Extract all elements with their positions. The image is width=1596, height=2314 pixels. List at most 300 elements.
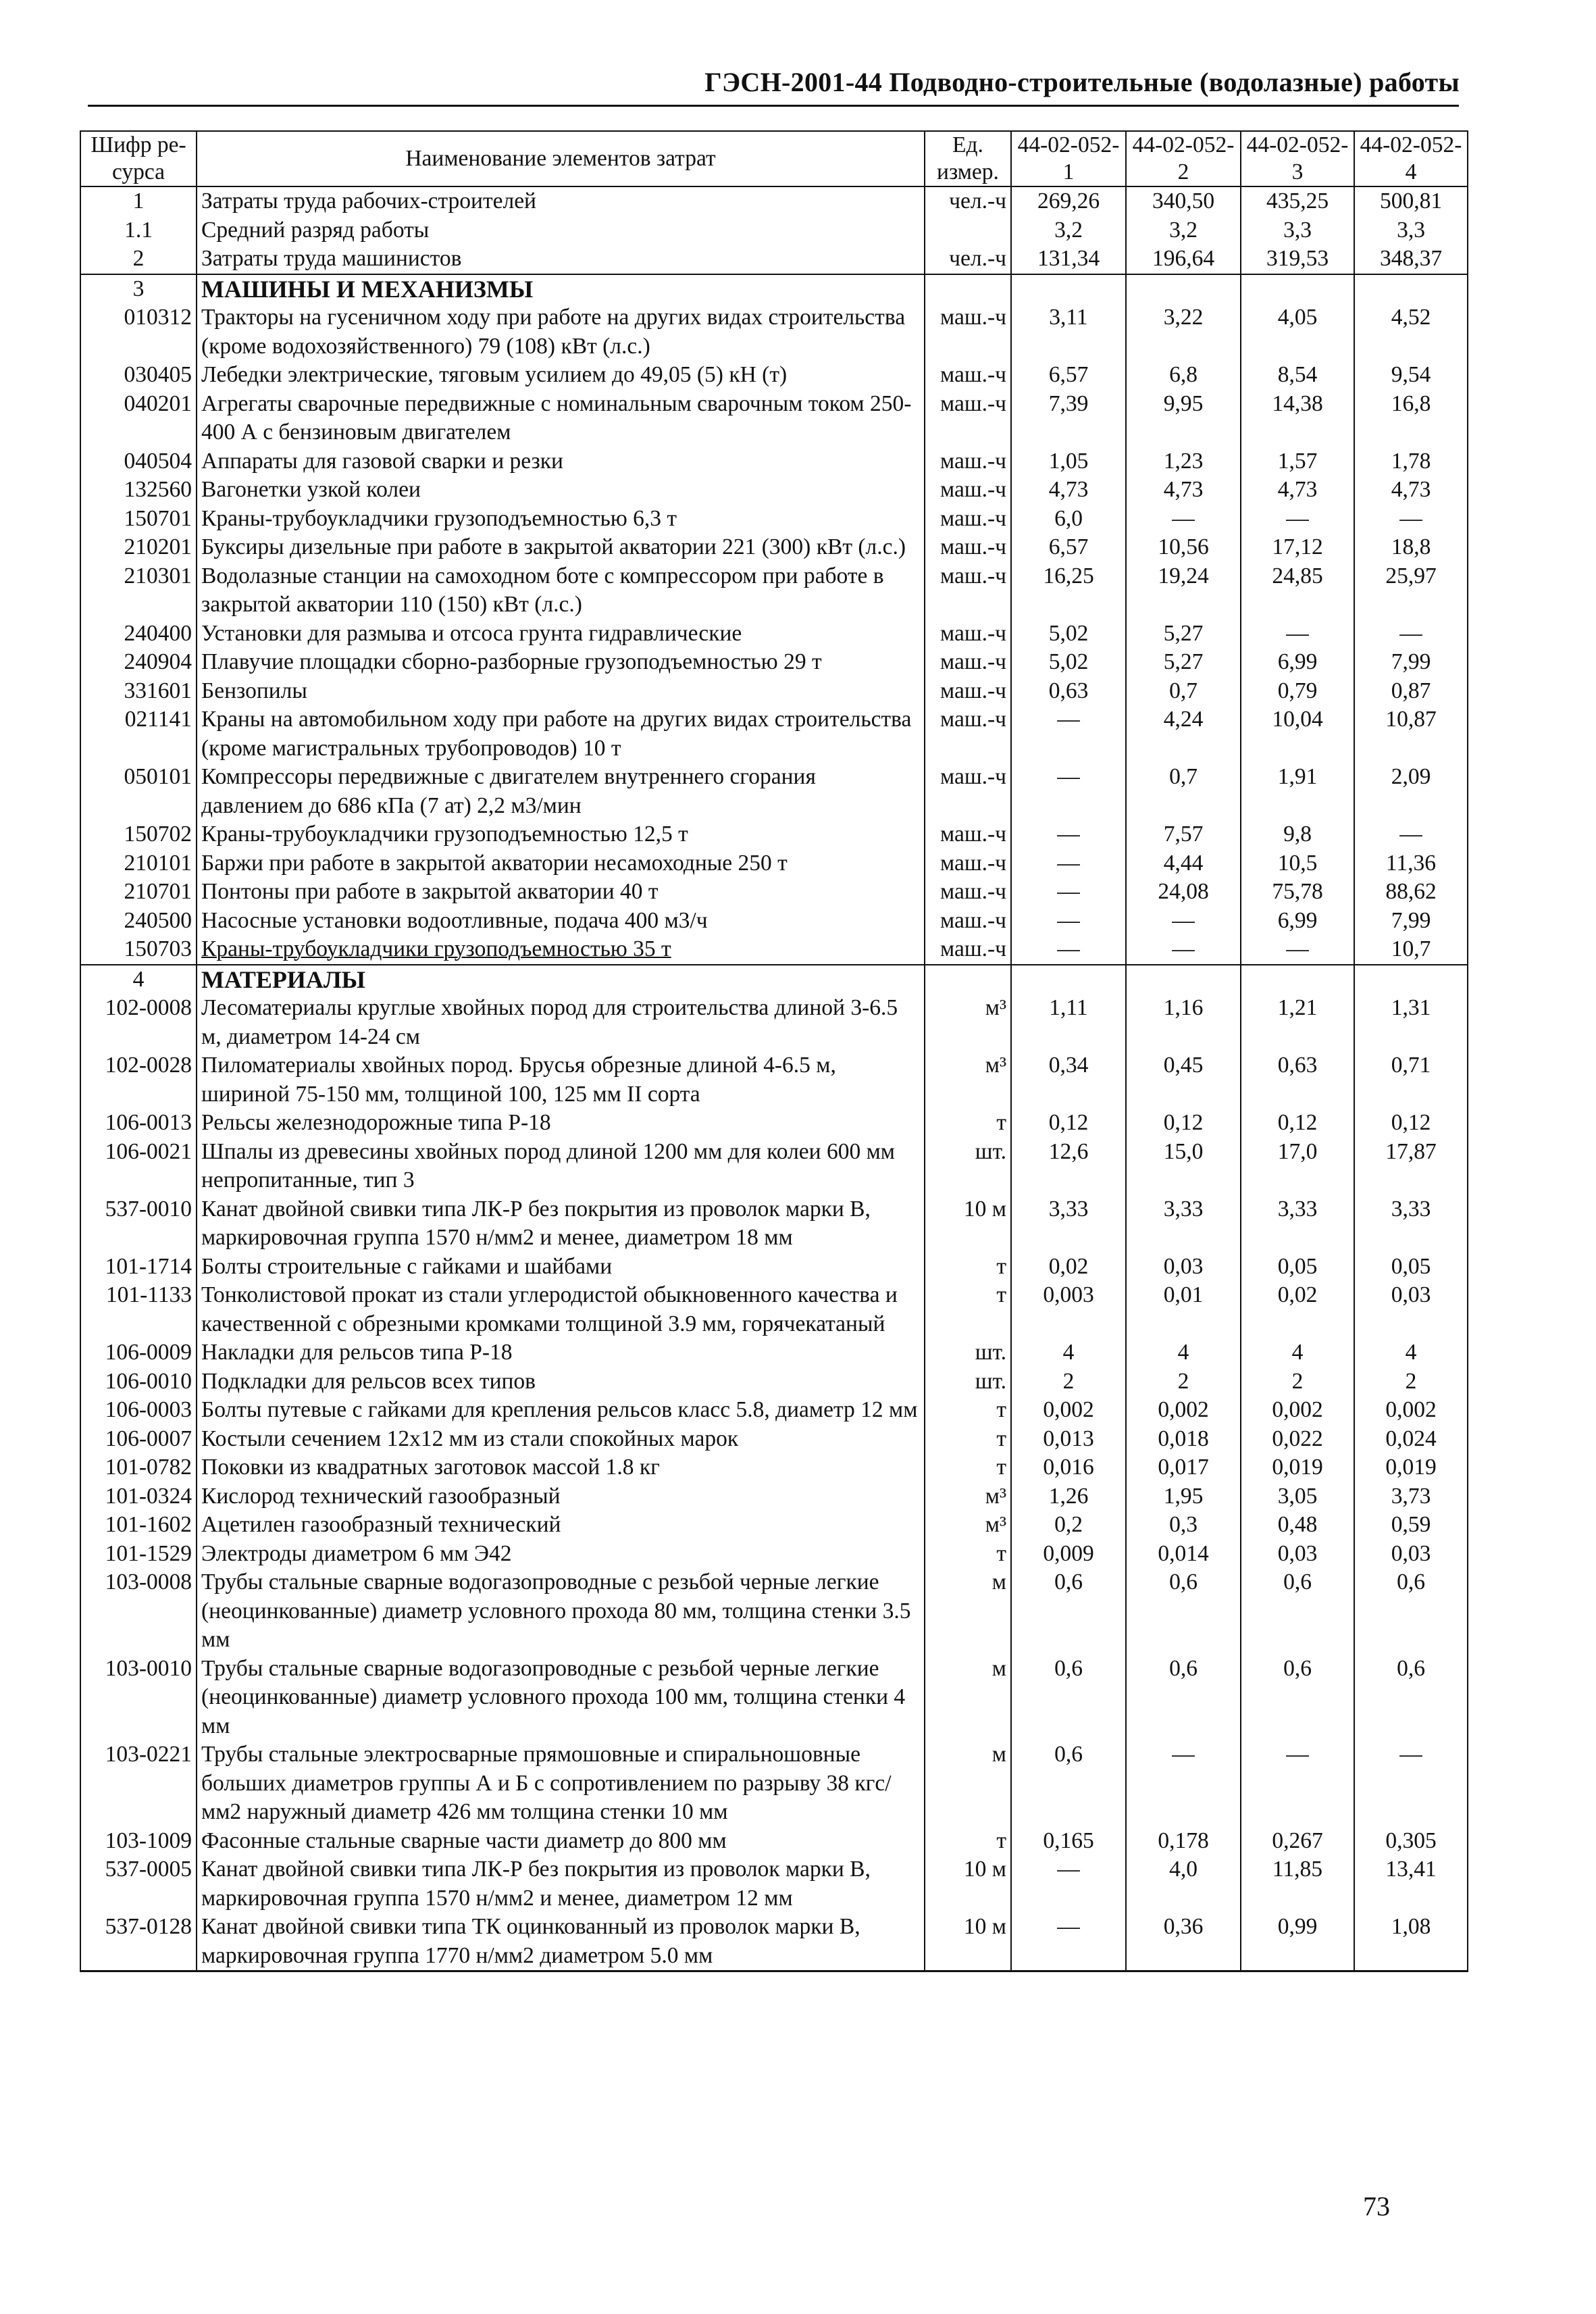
value-cell-1: —: [1011, 1913, 1126, 1971]
value-cell-1: [1011, 274, 1126, 304]
resource-name: Рельсы железнодорожные типа Р-18: [197, 1109, 925, 1138]
unit-cell: 10 м: [925, 1913, 1011, 1971]
resource-name: Водолазные станции на самоходном боте с компрессором при работе в закрытой акватории 110 (150) кВт (л.с.): [197, 562, 925, 620]
value-cell-1: —: [1011, 705, 1126, 763]
value-cell-3: —: [1241, 935, 1354, 965]
table-row: [80, 1511, 1468, 1540]
resource-code: 021141: [80, 705, 197, 763]
unit-cell: м³: [925, 1511, 1011, 1540]
resource-code: 1: [80, 186, 197, 216]
value-cell-1: 0,34: [1011, 1051, 1126, 1109]
resource-name: Краны-трубоукладчики грузоподъемностью 35 т: [197, 935, 925, 965]
value-cell-4: 0,305: [1354, 1827, 1468, 1856]
value-cell-4: [1354, 274, 1468, 304]
table-row: [80, 935, 1468, 965]
resource-code: 101-1714: [80, 1253, 197, 1282]
unit-cell: т: [925, 1109, 1011, 1138]
unit-cell: м: [925, 1740, 1011, 1827]
unit-cell: маш.-ч: [925, 907, 1011, 936]
unit-cell: маш.-ч: [925, 390, 1011, 447]
unit-cell: [925, 274, 1011, 304]
unit-cell: маш.-ч: [925, 361, 1011, 390]
resource-name: Костыли сечением 12х12 мм из стали спокойных марок: [197, 1425, 925, 1454]
value-cell-3: 0,6: [1241, 1568, 1354, 1655]
value-cell-1: 1,11: [1011, 994, 1126, 1051]
table-row: [80, 907, 1468, 936]
resource-code: 101-1133: [80, 1281, 197, 1338]
resource-name: Насосные установки водоотливные, подача 400 м3/ч: [197, 907, 925, 936]
value-cell-4: 11,36: [1354, 849, 1468, 878]
unit-cell: маш.-ч: [925, 505, 1011, 534]
table-row: [80, 1195, 1468, 1253]
resource-name: МАТЕРИАЛЫ: [197, 965, 925, 995]
value-cell-4: 3,73: [1354, 1482, 1468, 1511]
value-cell-4: 0,87: [1354, 677, 1468, 706]
unit-cell: [925, 216, 1011, 245]
value-cell-2: 0,7: [1126, 677, 1241, 706]
value-cell-3: 4,73: [1241, 476, 1354, 505]
value-cell-3: 9,8: [1241, 820, 1354, 849]
resource-code: 040504: [80, 447, 197, 476]
resource-name: Агрегаты сварочные передвижные с номинальным сварочным током 250-400 А с бензиновым двигателем: [197, 390, 925, 447]
value-cell-1: 6,57: [1011, 361, 1126, 390]
resource-code: 537-0010: [80, 1195, 197, 1253]
value-cell-3: 435,25: [1241, 186, 1354, 216]
value-cell-3: 0,267: [1241, 1827, 1354, 1856]
resource-code: 537-0128: [80, 1913, 197, 1971]
table-row: [80, 1338, 1468, 1367]
value-cell-4: 88,62: [1354, 878, 1468, 907]
value-cell-1: 131,34: [1011, 245, 1126, 274]
resource-name: Лебедки электрические, тяговым усилием до 49,05 (5) кН (т): [197, 361, 925, 390]
value-cell-4: 17,87: [1354, 1138, 1468, 1195]
value-cell-3: 0,02: [1241, 1281, 1354, 1338]
value-cell-1: 269,26: [1011, 186, 1126, 216]
value-cell-3: 0,6: [1241, 1655, 1354, 1741]
value-cell-1: 0,016: [1011, 1453, 1126, 1482]
value-cell-4: 0,019: [1354, 1453, 1468, 1482]
value-cell-2: 1,95: [1126, 1482, 1241, 1511]
value-cell-2: —: [1126, 935, 1241, 965]
value-cell-4: 0,03: [1354, 1540, 1468, 1569]
resource-code: 210101: [80, 849, 197, 878]
value-cell-2: 6,8: [1126, 361, 1241, 390]
resource-code: 010312: [80, 303, 197, 361]
value-cell-4: 9,54: [1354, 361, 1468, 390]
resource-code: 210201: [80, 533, 197, 562]
value-cell-2: 0,6: [1126, 1655, 1241, 1741]
value-cell-3: 0,99: [1241, 1913, 1354, 1971]
value-cell-2: 0,45: [1126, 1051, 1241, 1109]
unit-cell: чел.-ч: [925, 245, 1011, 274]
table-row: [80, 1855, 1468, 1913]
unit-cell: маш.-ч: [925, 533, 1011, 562]
resource-code: 106-0021: [80, 1138, 197, 1195]
table-header-row: [80, 131, 1468, 186]
value-cell-1: 0,009: [1011, 1540, 1126, 1569]
value-cell-1: 0,63: [1011, 677, 1126, 706]
unit-cell: м³: [925, 1051, 1011, 1109]
value-cell-2: 0,7: [1126, 763, 1241, 820]
table-row: [80, 1253, 1468, 1282]
resource-code: 3: [80, 274, 197, 304]
resource-code: 240500: [80, 907, 197, 936]
resource-name: Канат двойной свивки типа ТК оцинкованный из проволок марки В, маркировочная группа 1770 н/мм2 диаметром 5.0 мм: [197, 1913, 925, 1971]
value-cell-1: 3,2: [1011, 216, 1126, 245]
value-cell-3: 0,019: [1241, 1453, 1354, 1482]
resource-name: Затраты труда машинистов: [197, 245, 925, 274]
value-cell-1: 5,02: [1011, 620, 1126, 649]
unit-cell: т: [925, 1827, 1011, 1856]
resource-code: 103-0008: [80, 1568, 197, 1655]
resource-name: Болты путевые с гайками для крепления рельсов класс 5.8, диаметр 12 мм: [197, 1396, 925, 1425]
resource-code: 101-1602: [80, 1511, 197, 1540]
table-body: [80, 186, 1468, 1971]
resource-code: 101-0324: [80, 1482, 197, 1511]
value-cell-4: 3,3: [1354, 216, 1468, 245]
value-cell-1: 0,003: [1011, 1281, 1126, 1338]
value-cell-3: 24,85: [1241, 562, 1354, 620]
value-cell-2: 0,178: [1126, 1827, 1241, 1856]
unit-cell: м: [925, 1568, 1011, 1655]
table-row: [80, 562, 1468, 620]
value-cell-2: 0,36: [1126, 1913, 1241, 1971]
unit-cell: шт.: [925, 1367, 1011, 1397]
value-cell-1: 0,12: [1011, 1109, 1126, 1138]
unit-cell: т: [925, 1396, 1011, 1425]
value-cell-3: 0,022: [1241, 1425, 1354, 1454]
table-row: [80, 1568, 1468, 1655]
resource-code: 150702: [80, 820, 197, 849]
value-cell-3: 6,99: [1241, 907, 1354, 936]
value-cell-4: 0,024: [1354, 1425, 1468, 1454]
table-row: [80, 1367, 1468, 1397]
unit-cell: 10 м: [925, 1855, 1011, 1913]
value-cell-2: 0,002: [1126, 1396, 1241, 1425]
header-rule: [88, 105, 1459, 107]
table-row: [80, 1281, 1468, 1338]
resource-code: 102-0008: [80, 994, 197, 1051]
unit-cell: м³: [925, 994, 1011, 1051]
table-row: [80, 476, 1468, 505]
resource-name: Фасонные стальные сварные части диаметр до 800 мм: [197, 1827, 925, 1856]
value-cell-2: 0,6: [1126, 1568, 1241, 1655]
value-cell-2: 5,27: [1126, 648, 1241, 677]
value-cell-3: 0,12: [1241, 1109, 1354, 1138]
resource-code: 101-1529: [80, 1540, 197, 1569]
value-cell-3: 319,53: [1241, 245, 1354, 274]
resource-name: Компрессоры передвижные с двигателем внутреннего сгорания давлением до 686 кПа (7 ат) 2,2 м3/мин: [197, 763, 925, 820]
value-cell-2: 340,50: [1126, 186, 1241, 216]
value-cell-3: 1,21: [1241, 994, 1354, 1051]
resource-code: 102-0028: [80, 1051, 197, 1109]
resource-code: 150703: [80, 935, 197, 965]
value-cell-4: 4: [1354, 1338, 1468, 1367]
resource-name: Кислород технический газообразный: [197, 1482, 925, 1511]
value-cell-3: 0,79: [1241, 677, 1354, 706]
resource-code: 030405: [80, 361, 197, 390]
table-row: [80, 505, 1468, 534]
table-row: [80, 763, 1468, 820]
section-row: [80, 274, 1468, 304]
table-row: [80, 1827, 1468, 1856]
value-cell-1: 3,11: [1011, 303, 1126, 361]
unit-cell: маш.-ч: [925, 562, 1011, 620]
value-cell-1: 1,05: [1011, 447, 1126, 476]
table-row: [80, 216, 1468, 245]
col-header-v4: 44-02-052-4: [1354, 131, 1468, 186]
resource-code: 106-0009: [80, 1338, 197, 1367]
value-cell-4: 3,33: [1354, 1195, 1468, 1253]
value-cell-1: 1,26: [1011, 1482, 1126, 1511]
value-cell-4: —: [1354, 620, 1468, 649]
col-header-code: Шифр ре-сурса: [80, 131, 197, 186]
table-row: [80, 533, 1468, 562]
value-cell-4: 25,97: [1354, 562, 1468, 620]
unit-cell: маш.-ч: [925, 648, 1011, 677]
value-cell-2: 0,01: [1126, 1281, 1241, 1338]
resource-name: Трубы стальные электросварные прямошовные и спиральношовные больших диаметров группы А и Б с сопротивлением по разрыву 38 кгс/мм2 наружный диаметр 426 мм толщина стенки 10 мм: [197, 1740, 925, 1827]
value-cell-3: 3,3: [1241, 216, 1354, 245]
value-cell-1: 6,57: [1011, 533, 1126, 562]
table-row: [80, 994, 1468, 1051]
value-cell-4: 7,99: [1354, 907, 1468, 936]
value-cell-2: 5,27: [1126, 620, 1241, 649]
value-cell-4: 1,78: [1354, 447, 1468, 476]
table-row: [80, 186, 1468, 216]
value-cell-4: 0,6: [1354, 1655, 1468, 1741]
resource-name: МАШИНЫ И МЕХАНИЗМЫ: [197, 274, 925, 304]
table-row: [80, 390, 1468, 447]
resource-name: Понтоны при работе в закрытой акватории 40 т: [197, 878, 925, 907]
resource-code: 040201: [80, 390, 197, 447]
resource-name: Лесоматериалы круглые хвойных пород для строительства длиной 3-6.5 м, диаметром 14-24 см: [197, 994, 925, 1051]
value-cell-2: 4,73: [1126, 476, 1241, 505]
value-cell-2: 0,017: [1126, 1453, 1241, 1482]
page-number: 73: [1363, 2191, 1390, 2221]
unit-cell: маш.-ч: [925, 476, 1011, 505]
value-cell-1: 0,6: [1011, 1568, 1126, 1655]
value-cell-3: 75,78: [1241, 878, 1354, 907]
unit-cell: маш.-ч: [925, 303, 1011, 361]
unit-cell: т: [925, 1281, 1011, 1338]
value-cell-4: —: [1354, 1740, 1468, 1827]
col-header-v2: 44-02-052-2: [1126, 131, 1241, 186]
value-cell-3: 1,57: [1241, 447, 1354, 476]
unit-cell: маш.-ч: [925, 620, 1011, 649]
value-cell-1: —: [1011, 763, 1126, 820]
value-cell-2: 7,57: [1126, 820, 1241, 849]
section-row: [80, 965, 1468, 995]
value-cell-4: 10,7: [1354, 935, 1468, 965]
table-row: [80, 303, 1468, 361]
value-cell-2: 15,0: [1126, 1138, 1241, 1195]
resource-code: 240904: [80, 648, 197, 677]
value-cell-4: 0,002: [1354, 1396, 1468, 1425]
resource-code: 106-0013: [80, 1109, 197, 1138]
value-cell-3: 3,33: [1241, 1195, 1354, 1253]
value-cell-1: 4,73: [1011, 476, 1126, 505]
resource-code: 240400: [80, 620, 197, 649]
table-row: [80, 620, 1468, 649]
value-cell-4: 0,12: [1354, 1109, 1468, 1138]
value-cell-3: 10,04: [1241, 705, 1354, 763]
value-cell-4: 1,31: [1354, 994, 1468, 1051]
value-cell-4: 1,08: [1354, 1913, 1468, 1971]
value-cell-1: 0,2: [1011, 1511, 1126, 1540]
resource-code: 103-0010: [80, 1655, 197, 1741]
value-cell-1: —: [1011, 935, 1126, 965]
value-cell-4: 0,71: [1354, 1051, 1468, 1109]
resource-name: Баржи при работе в закрытой акватории несамоходные 250 т: [197, 849, 925, 878]
value-cell-1: 3,33: [1011, 1195, 1126, 1253]
value-cell-2: 3,22: [1126, 303, 1241, 361]
value-cell-2: 3,2: [1126, 216, 1241, 245]
value-cell-4: 0,03: [1354, 1281, 1468, 1338]
unit-cell: маш.-ч: [925, 705, 1011, 763]
value-cell-3: 0,63: [1241, 1051, 1354, 1109]
table-row: [80, 1138, 1468, 1195]
resource-name: Аппараты для газовой сварки и резки: [197, 447, 925, 476]
resource-code: 1.1: [80, 216, 197, 245]
resource-code: 101-0782: [80, 1453, 197, 1482]
value-cell-1: 12,6: [1011, 1138, 1126, 1195]
table-row: [80, 1540, 1468, 1569]
value-cell-4: [1354, 965, 1468, 995]
table-row: [80, 878, 1468, 907]
value-cell-1: —: [1011, 1855, 1126, 1913]
value-cell-4: 10,87: [1354, 705, 1468, 763]
value-cell-1: 7,39: [1011, 390, 1126, 447]
value-cell-4: 4,52: [1354, 303, 1468, 361]
value-cell-2: 19,24: [1126, 562, 1241, 620]
resource-code: 106-0003: [80, 1396, 197, 1425]
resource-name: Краны на автомобильном ходу при работе на других видах строительства (кроме магистральных трубопроводов) 10 т: [197, 705, 925, 763]
unit-cell: м: [925, 1655, 1011, 1741]
value-cell-3: 11,85: [1241, 1855, 1354, 1913]
resource-name: Бензопилы: [197, 677, 925, 706]
value-cell-4: 16,8: [1354, 390, 1468, 447]
resource-name: Плавучие площадки сборно-разборные грузоподъемностью 29 т: [197, 648, 925, 677]
value-cell-2: 2: [1126, 1367, 1241, 1397]
resource-code: 103-1009: [80, 1827, 197, 1856]
unit-cell: чел.-ч: [925, 186, 1011, 216]
value-cell-3: 3,05: [1241, 1482, 1354, 1511]
value-cell-2: 24,08: [1126, 878, 1241, 907]
resource-name: Накладки для рельсов типа Р-18: [197, 1338, 925, 1367]
value-cell-4: 348,37: [1354, 245, 1468, 274]
value-cell-4: 0,6: [1354, 1568, 1468, 1655]
unit-cell: маш.-ч: [925, 935, 1011, 965]
value-cell-3: 10,5: [1241, 849, 1354, 878]
value-cell-2: 4,24: [1126, 705, 1241, 763]
unit-cell: т: [925, 1425, 1011, 1454]
value-cell-1: —: [1011, 878, 1126, 907]
value-cell-1: —: [1011, 820, 1126, 849]
resource-name: Средний разряд работы: [197, 216, 925, 245]
unit-cell: маш.-ч: [925, 677, 1011, 706]
resource-table: [80, 130, 1468, 1972]
value-cell-3: 14,38: [1241, 390, 1354, 447]
value-cell-2: 4,44: [1126, 849, 1241, 878]
unit-cell: маш.-ч: [925, 878, 1011, 907]
table-row: [80, 705, 1468, 763]
unit-cell: шт.: [925, 1338, 1011, 1367]
value-cell-3: 0,48: [1241, 1511, 1354, 1540]
value-cell-3: 17,12: [1241, 533, 1354, 562]
unit-cell: 10 м: [925, 1195, 1011, 1253]
value-cell-4: 7,99: [1354, 648, 1468, 677]
value-cell-2: 9,95: [1126, 390, 1241, 447]
value-cell-1: 0,165: [1011, 1827, 1126, 1856]
value-cell-2: 0,12: [1126, 1109, 1241, 1138]
value-cell-2: 1,16: [1126, 994, 1241, 1051]
table-row: [80, 245, 1468, 274]
resource-name: Установки для размыва и отсоса грунта гидравлические: [197, 620, 925, 649]
value-cell-1: 0,02: [1011, 1253, 1126, 1282]
value-cell-2: 4: [1126, 1338, 1241, 1367]
value-cell-4: 2: [1354, 1367, 1468, 1397]
value-cell-3: 4,05: [1241, 303, 1354, 361]
value-cell-1: 16,25: [1011, 562, 1126, 620]
resource-name: Затраты труда рабочих-строителей: [197, 186, 925, 216]
resource-code: 050101: [80, 763, 197, 820]
value-cell-3: 1,91: [1241, 763, 1354, 820]
value-cell-2: —: [1126, 505, 1241, 534]
unit-cell: маш.-ч: [925, 820, 1011, 849]
table-row: [80, 1425, 1468, 1454]
value-cell-1: —: [1011, 849, 1126, 878]
resource-code: 537-0005: [80, 1855, 197, 1913]
value-cell-1: 0,6: [1011, 1740, 1126, 1827]
document-title: ГЭСН-2001-44 Подводно-строительные (водолазные) работы: [704, 67, 1460, 97]
value-cell-2: 0,018: [1126, 1425, 1241, 1454]
value-cell-2: [1126, 274, 1241, 304]
value-cell-4: 500,81: [1354, 186, 1468, 216]
value-cell-2: 0,014: [1126, 1540, 1241, 1569]
resource-code: 106-0010: [80, 1367, 197, 1397]
resource-name: Вагонетки узкой колеи: [197, 476, 925, 505]
value-cell-2: 1,23: [1126, 447, 1241, 476]
col-header-name: Наименование элементов затрат: [197, 131, 925, 186]
table-row: [80, 1655, 1468, 1741]
value-cell-3: 2: [1241, 1367, 1354, 1397]
value-cell-2: 10,56: [1126, 533, 1241, 562]
unit-cell: м³: [925, 1482, 1011, 1511]
table-row: [80, 1051, 1468, 1109]
table-row: [80, 1396, 1468, 1425]
value-cell-3: 17,0: [1241, 1138, 1354, 1195]
table-row: [80, 1740, 1468, 1827]
table-row: [80, 849, 1468, 878]
value-cell-2: —: [1126, 907, 1241, 936]
resource-name: Подкладки для рельсов всех типов: [197, 1367, 925, 1397]
value-cell-3: [1241, 274, 1354, 304]
resource-code: 103-0221: [80, 1740, 197, 1827]
value-cell-4: 18,8: [1354, 533, 1468, 562]
value-cell-4: 0,05: [1354, 1253, 1468, 1282]
col-header-unit: Ед. измер.: [925, 131, 1011, 186]
resource-name: Поковки из квадратных заготовок массой 1.8 кг: [197, 1453, 925, 1482]
value-cell-3: 0,05: [1241, 1253, 1354, 1282]
resource-name: Трубы стальные сварные водогазопроводные с резьбой черные легкие (неоцинкованные) диаметр условного прохода 100 мм, толщина стенки 4 мм: [197, 1655, 925, 1741]
col-header-v3: 44-02-052-3: [1241, 131, 1354, 186]
value-cell-1: 0,013: [1011, 1425, 1126, 1454]
value-cell-2: 4,0: [1126, 1855, 1241, 1913]
unit-cell: [925, 965, 1011, 995]
value-cell-1: 0,002: [1011, 1396, 1126, 1425]
resource-name: Пиломатериалы хвойных пород. Брусья обрезные длиной 4-6.5 м, шириной 75-150 мм, толщиной 100, 125 мм II сорта: [197, 1051, 925, 1109]
